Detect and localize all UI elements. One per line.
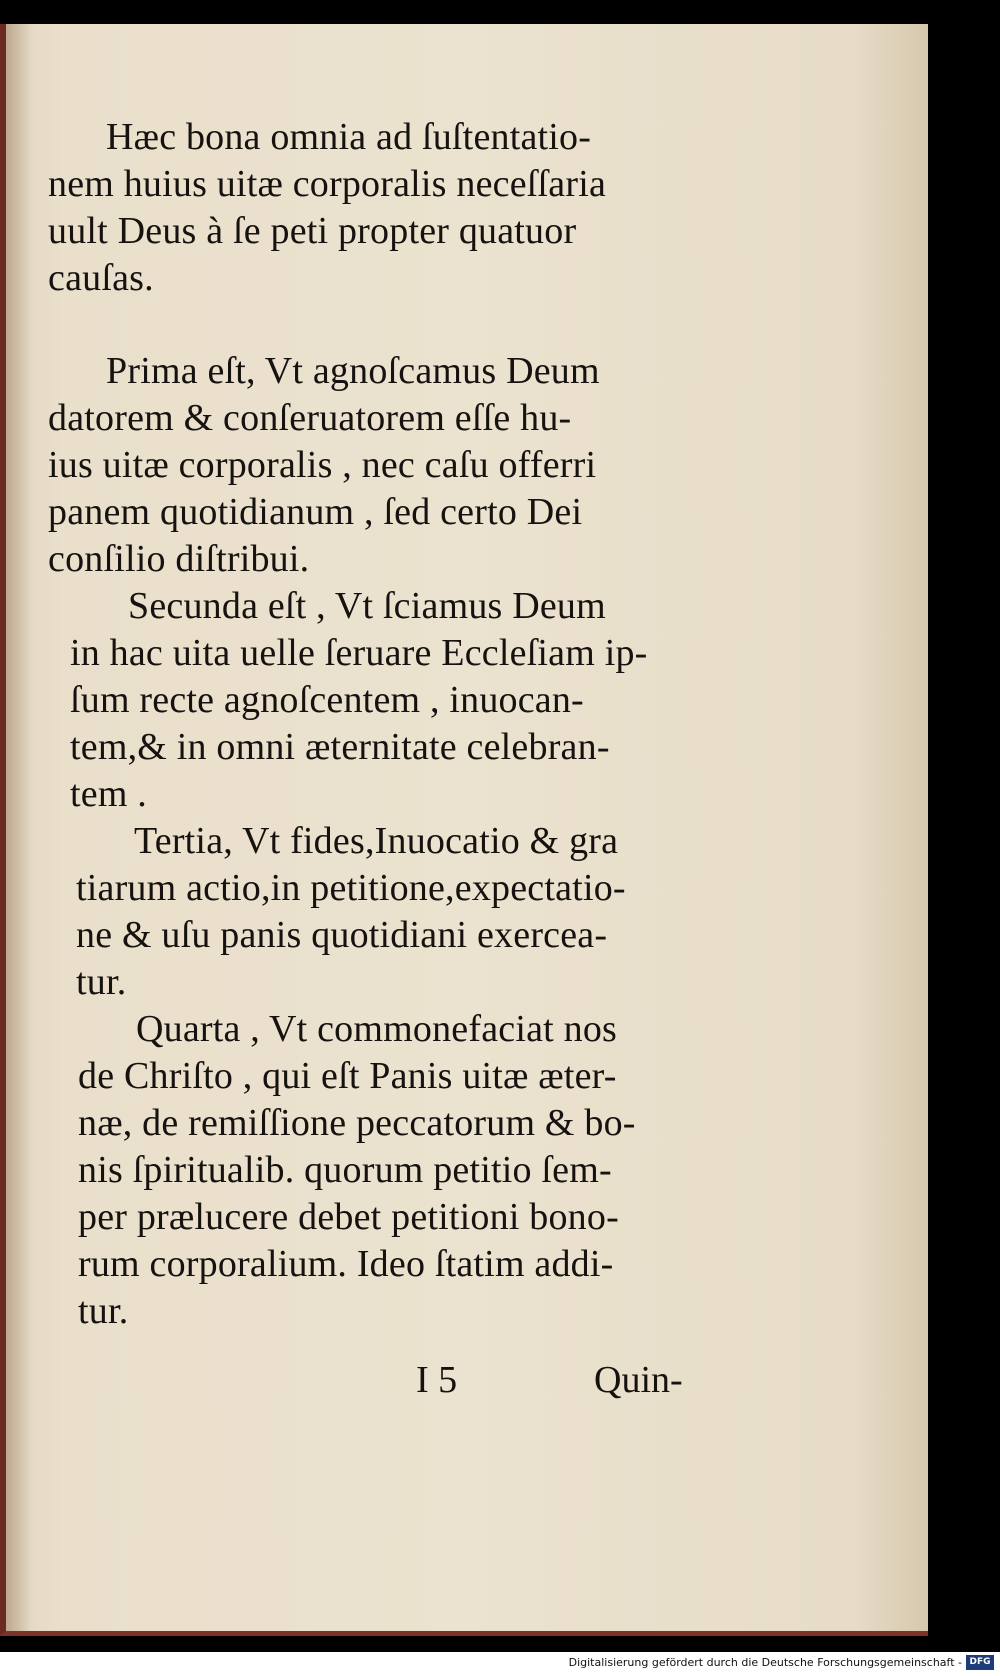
paragraph-prima: Prima eſt, Vt agnoſcamus Deum datorem & conſeruatorem eſſe hu- ius uitæ corporalis , nec caſu offerri panem quotidianum , ſed certo Dei conſilio diſtribui. <box>48 350 600 580</box>
paragraph-quarta: Quarta , Vt commonefaciat nos de Chriſto , qui eſt Panis uitæ æter- næ, de remiſſione peccatorum & bo- nis ſpiritualib. quorum petitio ſem- per prælucere debet petitioni bono- rum corporalium. Ideo ſtatim addi- tur. <box>78 1008 636 1332</box>
page-text <box>48 114 688 1335</box>
dfg-logo: DFG <box>966 1655 994 1670</box>
paragraph-intro: Hæc bona omnia ad ſuſtentatio- nem huius uitæ corporalis neceſſaria uult Deus à ſe peti propter quatuor cauſas. <box>48 116 607 299</box>
signature-mark: I 5 <box>416 1359 458 1401</box>
digitization-credit: Digitalisierung gefördert durch die Deutsche Forschungsgemeinschaft - <box>568 1656 962 1669</box>
book-page <box>0 24 928 1636</box>
catchword: Quin- <box>594 1359 683 1401</box>
paragraph-tertia: Tertia, Vt fides,Inuocatio & gra tiarum actio,in petitione,expectatio- ne & uſu panis quotidiani exercea- tur. <box>76 820 626 1003</box>
page-gutter-shadow <box>6 24 32 1631</box>
paragraph-secunda: Secunda eſt , Vt ſciamus Deum in hac uita uelle ſeruare Eccleſiam ip- ſum recte agnoſcentem , inuocan- tem,& in omni æternitate celebran- tem . <box>70 585 648 815</box>
